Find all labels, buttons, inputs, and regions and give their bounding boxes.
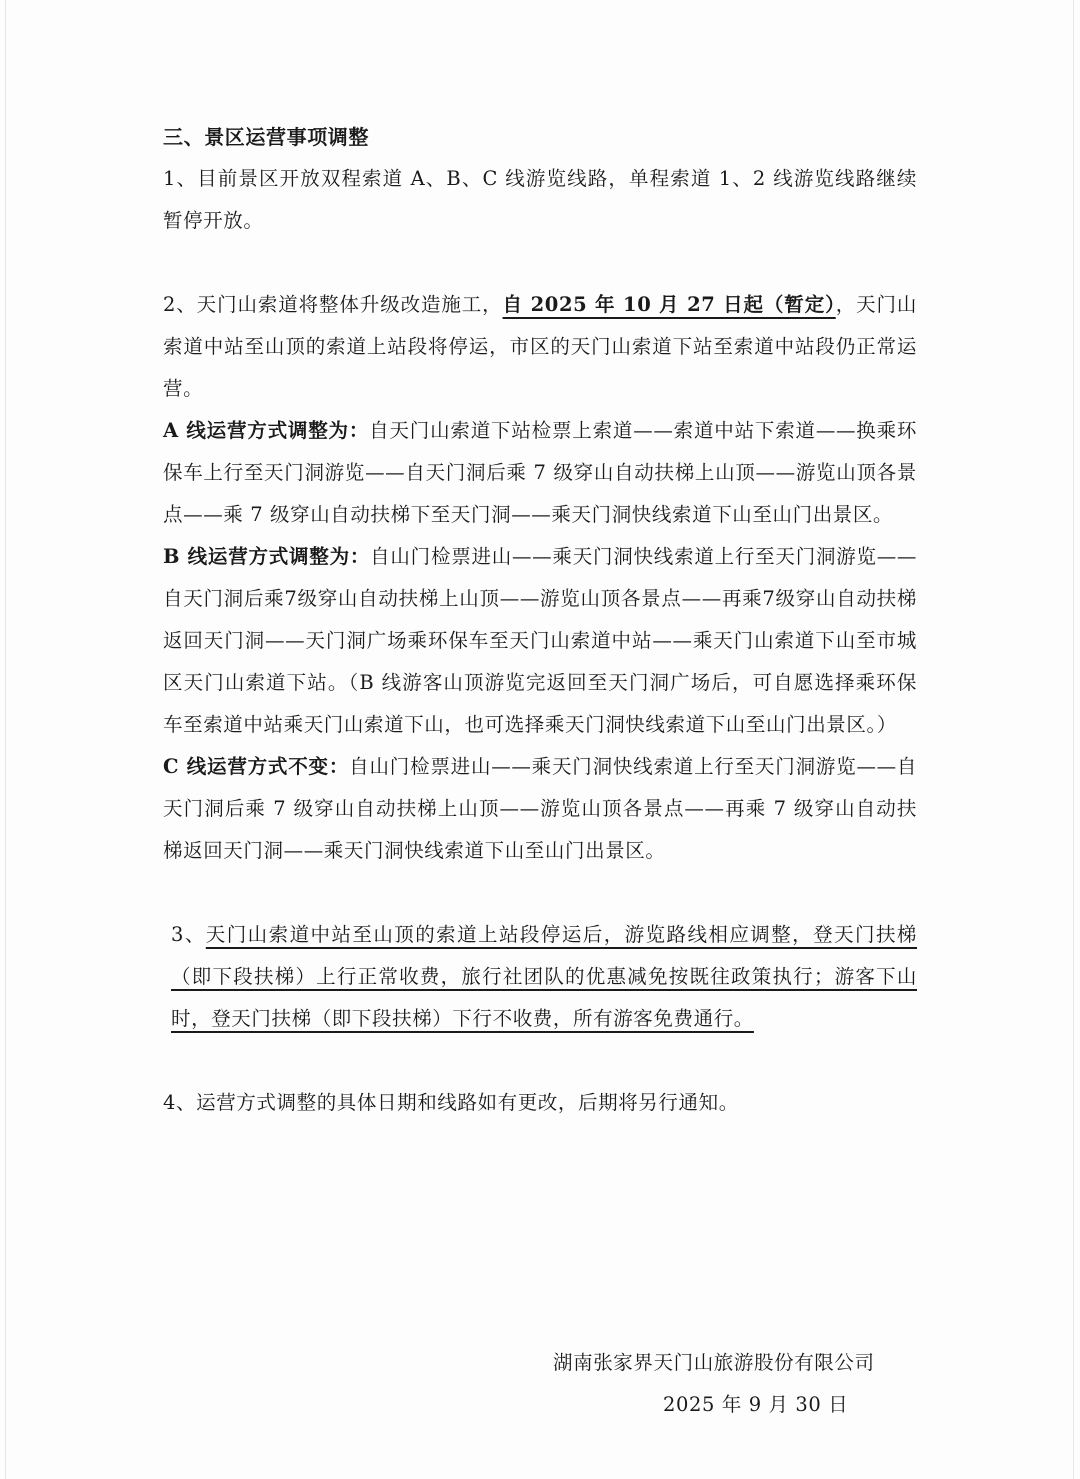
- line-b-paragraph: [163, 536, 917, 746]
- item-2-date-emphasis: 自 2025 年 10 月 27 日起（暂定）: [502, 293, 836, 316]
- line-c-label: C 线运营方式不变：: [163, 755, 350, 778]
- line-a-paragraph: [163, 410, 917, 536]
- item-3-number: 3、: [171, 923, 206, 946]
- page-edge-left: [5, 0, 6, 1479]
- item-2-prefix: 2、天门山索道将整体升级改造施工，: [163, 293, 503, 316]
- line-c-paragraph: [163, 746, 917, 872]
- line-b-text: 自山门检票进山——乘天门洞快线索道上行至天门洞游览——自天门洞后乘7级穿山自动扶梯上山顶——游览山顶各景点——再乘7级穿山自动扶梯返回天门洞——天门洞广场乘环保车至天门山索道中站——乘天门山索道下山至市城区天门山索道下站。（B 线游客山顶游览完返回至天门洞广场后，可自愿选择乘环保车至索道中站乘天门山索道下山，也可选择乘天门洞快线索道下山至山门出景区。）: [163, 545, 918, 736]
- company-name: 湖南张家界天门山旅游股份有限公司: [553, 1351, 875, 1374]
- paragraph-spacer: [163, 242, 917, 284]
- paragraph-spacer: [163, 872, 917, 914]
- signature-block: [553, 1342, 913, 1426]
- issue-date: 2025 年 9 月 30 日: [663, 1393, 849, 1416]
- item-3-underlined-text: 天门山索道中站至山顶的索道上站段停运后，游览路线相应调整，登天门扶梯（即下段扶梯）上行正常收费，旅行社团队的优惠减免按既往政策执行；游客下山时，登天门扶梯（即下段扶梯）下行不收费，所有游客免费通行。: [171, 923, 917, 1030]
- notice-body: [163, 116, 917, 1124]
- line-a-text: 自天门山索道下站检票上索道——索道中站下索道——换乘环保车上行至天门洞游览——自天门洞后乘 7 级穿山自动扶梯上山顶——游览山顶各景点——乘 7 级穿山自动扶梯下至天门洞——乘天门洞快线索道下山至山门出景区。: [163, 419, 917, 526]
- item-1-paragraph: 1、目前景区开放双程索道 A、B、C 线游览线路，单程索道 1、2 线游览线路继续暂停开放。: [163, 167, 917, 232]
- section-title: 三、景区运营事项调整: [163, 125, 369, 149]
- item-3-paragraph: [163, 914, 917, 1040]
- page-edge-right: [1073, 0, 1074, 1479]
- line-a-label: A 线运营方式调整为：: [163, 419, 370, 442]
- item-4-paragraph: 4、运营方式调整的具体日期和线路如有更改，后期将另行通知。: [163, 1091, 739, 1114]
- paragraph-spacer: [163, 1040, 917, 1082]
- item-2-suffix: ，天门山索道中站至山顶的索道上站段将停运，市区的天门山索道下站至索道中站段仍正常运营。: [163, 293, 918, 400]
- line-c-text: 自山门检票进山——乘天门洞快线索道上行至天门洞游览——自天门洞后乘 7 级穿山自动扶梯上山顶——游览山顶各景点——再乘 7 级穿山自动扶梯返回天门洞——乘天门洞快线索道下山至山门出景区。: [163, 755, 917, 862]
- item-2-paragraph: [163, 284, 917, 410]
- line-b-label: B 线运营方式调整为：: [163, 545, 371, 568]
